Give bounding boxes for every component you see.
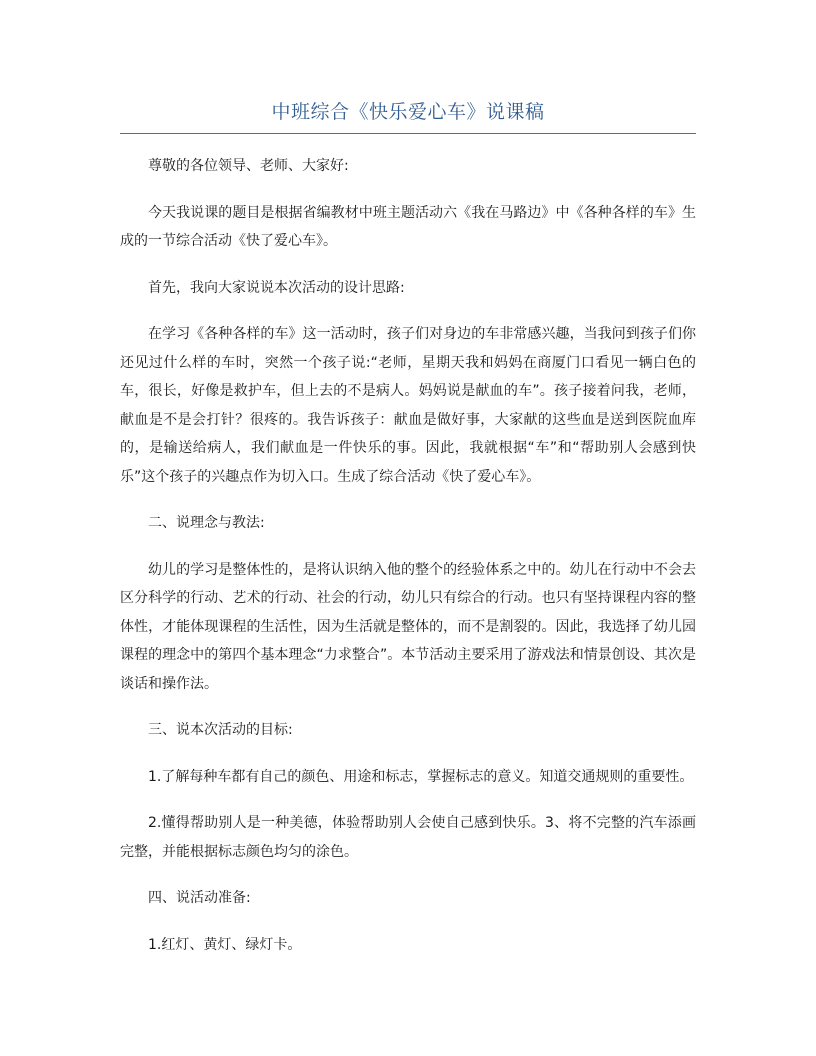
paragraph-design-detail: 在学习《各种各样的车》这一活动时，孩子们对身边的车非常感兴趣，当我问到孩子们你还见过什么样的车时，突然一个孩子说:“老师，星期天我和妈妈在商厦门口看见一辆白色的车，很长，好像是救护车，但上去的不是病人。妈妈说是献血的车”。孩子接着问我，老师，献血是不是会打针？很疼的。我告诉孩子：献血是做好事，大家献的这些血是送到医院血库的，是输送给病人，我们献血是一件快乐的事。因此，我就根据“车”和“帮助别人会感到快乐”这个孩子的兴趣点作为切入口。生成了综合活动《快了爱心车》。 (120, 326, 696, 485)
heading-goals: 三、说本次活动的目标: (148, 722, 293, 738)
heading-preparation: 四、说活动准备: (148, 890, 251, 906)
document-body (120, 152, 696, 977)
paragraph-goal-1: 1.了解每种车都有自己的颜色、用途和标志，掌握标志的意义。知道交通规则的重要性。 (148, 768, 694, 785)
paragraph-preparation-1: 1.红灯、黄灯、绿灯卡。 (148, 936, 302, 953)
paragraph-topic: 今天我说课的题目是根据省编教材中班主题活动六《我在马路边》中《各种各样的车》生成的一节综合活动《快了爱心车》。 (120, 204, 696, 249)
paragraph-design-intro: 首先，我向大家说说本次活动的设计思路: (148, 279, 405, 296)
title-header (120, 92, 696, 134)
paragraph-concept-detail: 幼儿的学习是整体性的，是将认识纳入他的整个的经验体系之中的。幼儿在行动中不会去区分科学的行动、艺术的行动、社会的行动，幼儿只有综合的行动。也只有坚持课程内容的整体性，才能体现课程的生活性，因为生活就是整体的，而不是割裂的。因此，我选择了幼儿园课程的理念中的第四个基本理念“力求整合”。本节活动主要采用了游戏法和情景创设、其次是谈话和操作法。 (120, 561, 696, 692)
heading-concept-method: 二、说理念与教法: (148, 515, 265, 531)
paragraph-goal-2: 2.懂得帮助别人是一种美德，体验帮助别人会使自己感到快乐。3、将不完整的汽车添画完整，并能根据标志颜色均匀的涂色。 (120, 815, 696, 860)
document-title: 中班综合《快乐爱心车》说课稿 (271, 101, 545, 123)
paragraph-greeting: 尊敬的各位领导、老师、大家好: (148, 158, 349, 174)
